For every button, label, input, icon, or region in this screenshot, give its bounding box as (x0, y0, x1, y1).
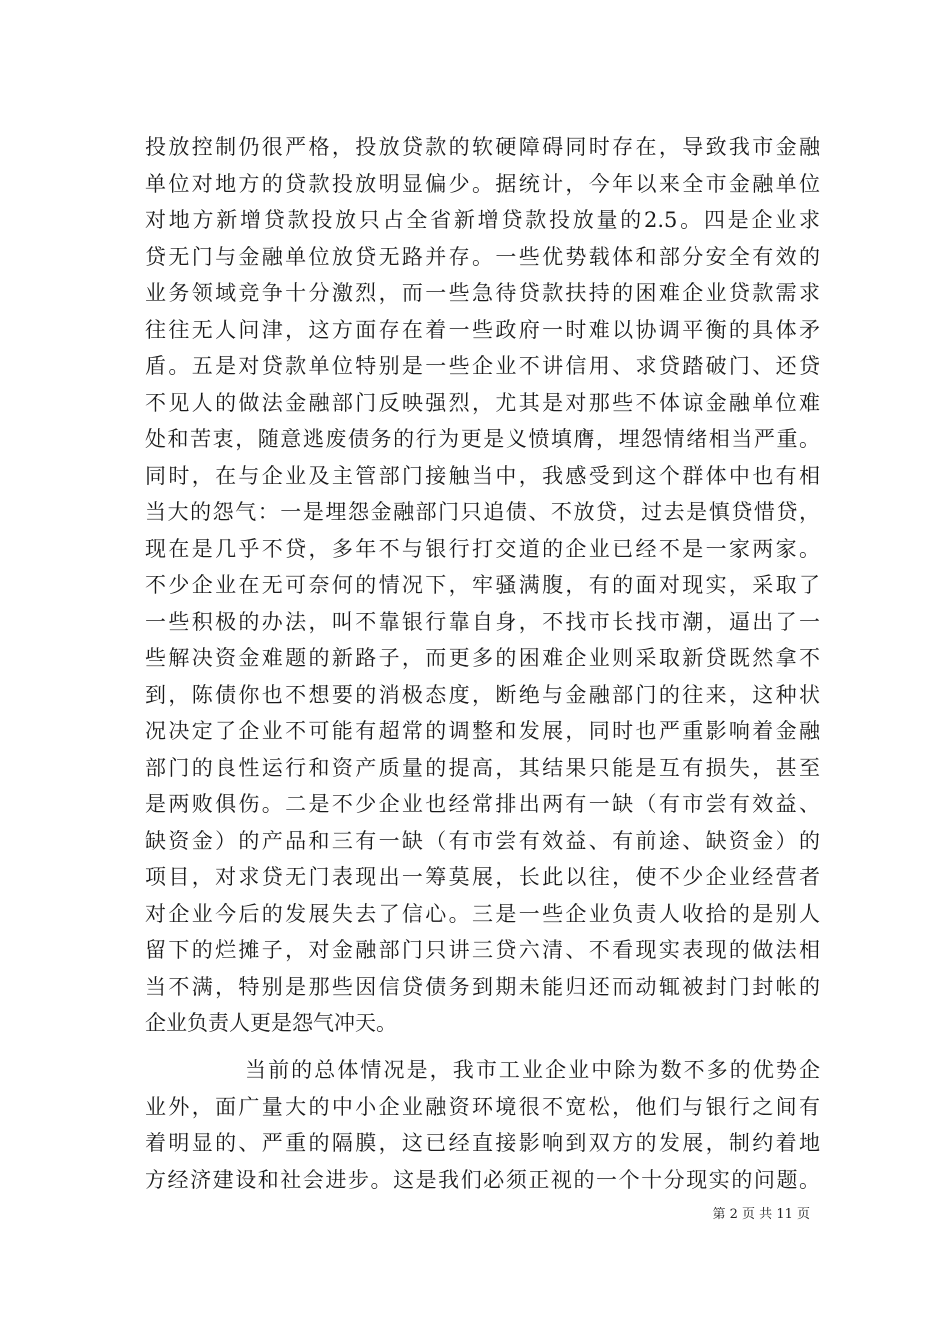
text-line: 不少企业在无可奈何的情况下，牢骚满腹，有的面对现实，采取了 (145, 573, 820, 597)
text-line: 同时，在与企业及主管部门接触当中，我感受到这个群体中也有相 (145, 463, 820, 488)
text-line: 投放控制仍很严格，投放贷款的软硬障碍同时存在，导致我市金融 (145, 135, 820, 159)
text-line: 些解决资金难题的新路子，而更多的困难企业则采取新贷既然拿不 (145, 646, 820, 670)
text-line: 留下的烂摊子，对金融部门只讲三贷六清、不看现实表现的做法相 (145, 938, 820, 962)
text-line: 一些积极的办法，叫不靠银行靠自身，不找市长找市潮，逼出了一 (145, 609, 820, 634)
text-line: 贷无门与金融单位放贷无路并存。一些优势载体和部分安全有效的 (145, 244, 820, 269)
text-line: 处和苦衷，随意逃废债务的行为更是义愤填膺，埋怨情绪相当严重。 (145, 427, 820, 451)
paragraph-2 (145, 1052, 820, 1198)
text-line: 当不满，特别是那些因信贷债务到期未能归还而动辄被封门封帐的 (145, 974, 820, 999)
text-line: 单位对地方的贷款投放明显偏少。据统计，今年以来全市金融单位 (145, 171, 820, 196)
text-line: 况决定了企业不可能有超常的调整和发展，同时也严重影响着金融 (145, 719, 820, 743)
text-line: 对企业今后的发展失去了信心。三是一些企业负责人收拾的是别人 (145, 901, 820, 926)
text-line: 对地方新增贷款投放只占全省新增贷款投放量的2.5。四是企业求 (145, 208, 820, 232)
text-line: 盾。五是对贷款单位特别是一些企业不讲信用、求贷踏破门、还贷 (145, 354, 820, 378)
text-line: 是两败俱伤。二是不少企业也经常排出两有一缺（有市尝有效益、 (145, 792, 820, 816)
text-line: 业外，面广量大的中小企业融资环境很不宽松，他们与银行之间有 (145, 1094, 820, 1119)
paragraph-1 (145, 129, 820, 1042)
text-line: 当前的总体情况是，我市工业企业中除为数不多的优势企 (245, 1058, 820, 1082)
text-line: 项目，对求贷无门表现出一筹莫展，长此以往，使不少企业经营者 (145, 865, 820, 889)
text-line: 现在是几乎不贷，多年不与银行打交道的企业已经不是一家两家。 (145, 536, 820, 561)
text-line: 部门的良性运行和资产质量的提高，其结果只能是互有损失，甚至 (145, 755, 820, 780)
text-line: 不见人的做法金融部门反映强烈，尤其是对那些不体谅金融单位难 (145, 390, 820, 415)
text-line: 缺资金）的产品和三有一缺（有市尝有效益、有前途、缺资金）的 (145, 828, 820, 853)
text-line: 当大的怨气：一是埋怨金融部门只追债、不放贷，过去是慎贷惜贷， (145, 500, 820, 524)
text-line: 企业负责人更是怨气冲天。 (145, 1011, 397, 1035)
text-line: 业务领域竞争十分激烈，而一些急待贷款扶持的困难企业贷款需求 (145, 281, 820, 305)
page-number-footer: 第 2 页 共 11 页 (712, 1207, 810, 1222)
text-line: 方经济建设和社会进步。这是我们必须正视的一个十分现实的问题。 (145, 1167, 820, 1192)
text-line: 到，陈债你也不想要的消极态度，断绝与金融部门的往来，这种状 (145, 682, 820, 707)
text-line: 着明显的、严重的隔膜，这已经直接影响到双方的发展，制约着地 (145, 1131, 820, 1155)
text-line: 往往无人问津，这方面存在着一些政府一时难以协调平衡的具体矛 (145, 317, 820, 342)
